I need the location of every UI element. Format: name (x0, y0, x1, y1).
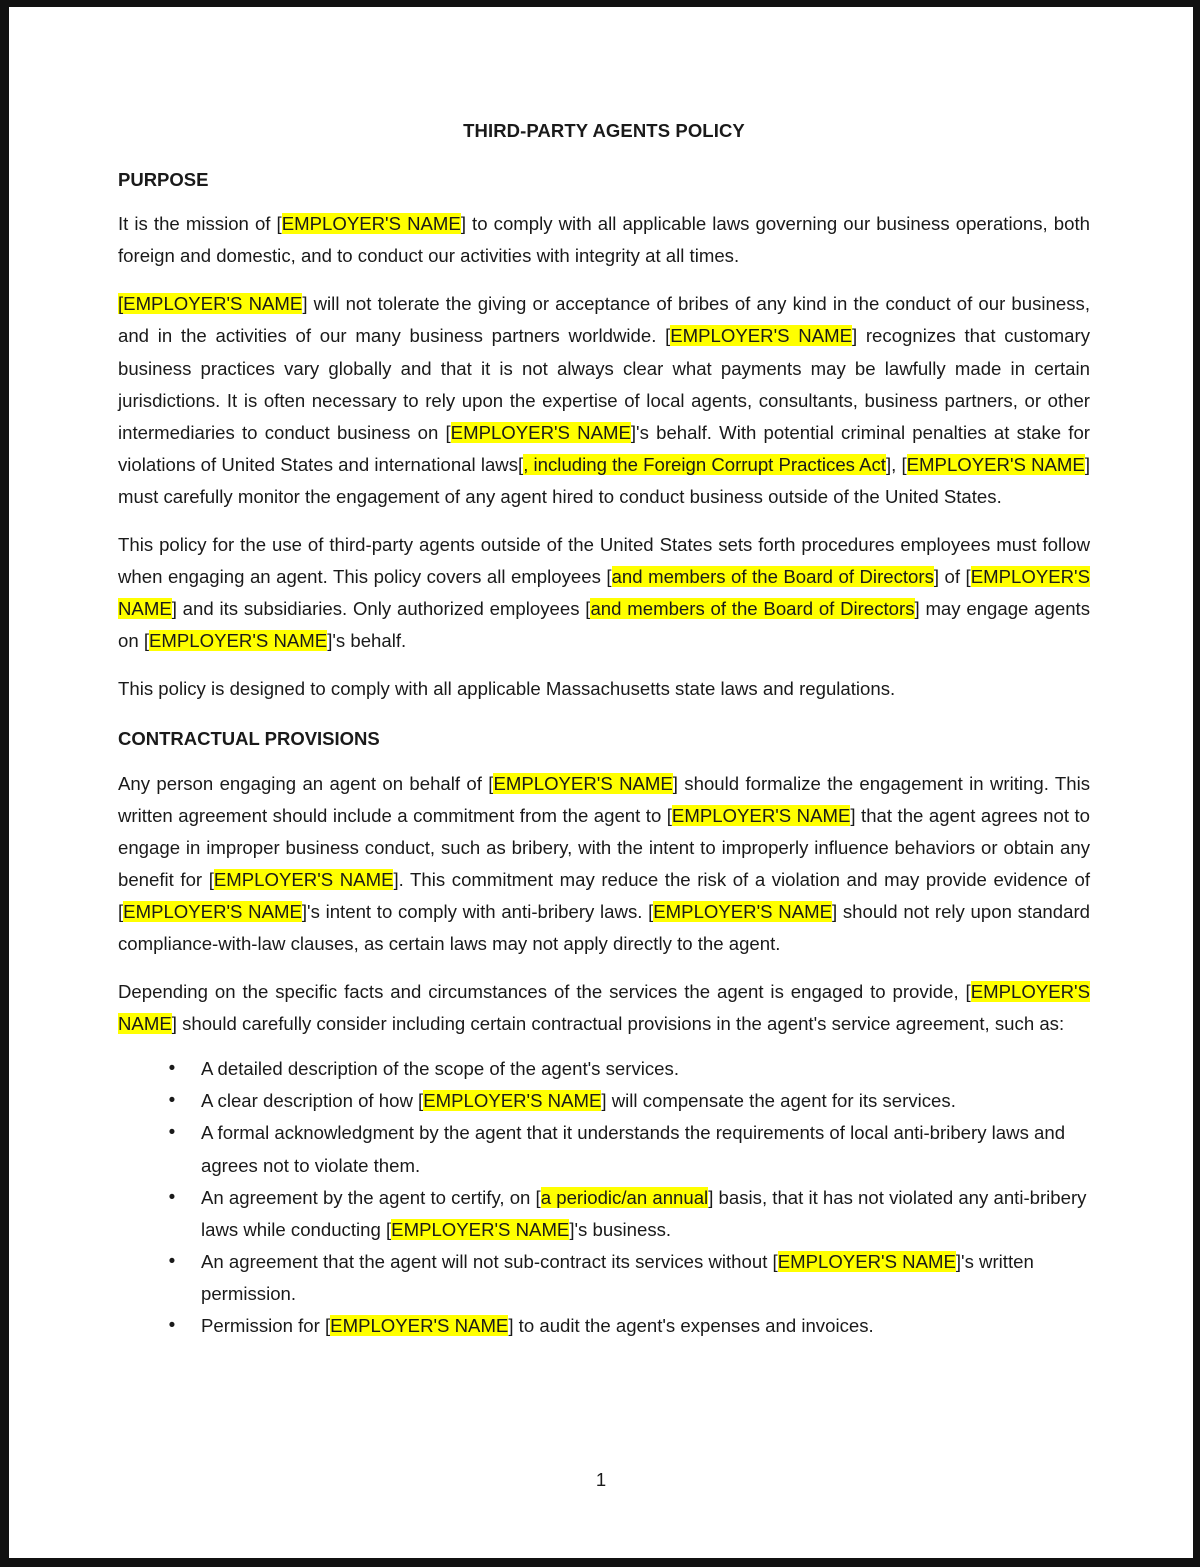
highlighted-placeholder: EMPLOYER'S NAME (653, 900, 832, 922)
list-item (118, 1182, 1090, 1246)
document-body (118, 7, 1090, 1342)
bullet-icon: • (168, 1315, 176, 1337)
highlighted-placeholder: EMPLOYER'S NAME (671, 804, 851, 826)
highlighted-placeholder: [EMPLOYER'S NAME (118, 293, 303, 315)
highlighted-placeholder: EMPLOYER'S NAME (391, 1218, 570, 1240)
bullet-icon: • (168, 1090, 176, 1112)
contractual-provisions-list (118, 1053, 1090, 1342)
highlighted-placeholder: EMPLOYER'S NAME (493, 772, 673, 794)
list-item-text: A clear description of how [EMPLOYER'S NAME] will compensate the agent for its services. (201, 1090, 956, 1112)
highlighted-placeholder: EMPLOYER'S NAME (906, 453, 1085, 475)
bullet-icon: • (168, 1186, 176, 1208)
list-item-text: A formal acknowledgment by the agent that it understands the requirements of local anti-bribery laws and agrees not to violate them. (201, 1122, 1066, 1176)
page-title: THIRD-PARTY AGENTS POLICY (463, 120, 745, 141)
page-number: 1 (595, 1469, 607, 1490)
paragraph: [EMPLOYER'S NAME] will not tolerate the giving or acceptance of bribes of any kind in the conduct of our business, and in the activities of our many business partners worldwide. [EMPLOYER'S NAME] recognizes that customary business practices vary globally and that it is not always clear what payments may be lawfully made in certain jurisdictions. It is often necessary to rely upon the expertise of local agents, consultants, business partners, or other intermediaries to conduct business on [EMPLOYER'S NAME]'s behalf. With potential criminal penalties at stake for violations of United States and international laws[, including the Foreign Corrupt Practices Act], [EMPLOYER'S NAME] must carefully monitor the engagement of any agent hired to conduct business outside of the United States. (118, 293, 1090, 507)
highlighted-placeholder: a periodic/an annual (540, 1186, 709, 1208)
highlighted-placeholder: EMPLOYER'S NAME (450, 421, 631, 443)
highlighted-placeholder: EMPLOYER'S NAME (330, 1315, 509, 1337)
paragraph: Any person engaging an agent on behalf of [EMPLOYER'S NAME] should formalize the engagement in writing. This written agreement should include a commitment from the agent to [EMPLOYER'S NAME] that the agent agrees not to engage in improper business conduct, such as bribery, with the intent to improperly influence behaviors or obtain any benefit for [EMPLOYER'S NAME]. This commitment may reduce the risk of a violation and may provide evidence of [EMPLOYER'S NAME]'s intent to comply with anti-bribery laws. [EMPLOYER'S NAME] should not rely upon standard compliance-with-law clauses, as certain laws may not apply directly to the agent. (118, 772, 1091, 954)
list-item-text: An agreement that the agent will not sub-contract its services without [EMPLOYER'S NAME]'s written permission. (201, 1250, 1034, 1304)
list-item-text: An agreement by the agent to certify, on [a periodic/an annual] basis, that it has not violated any anti-bribery laws while conducting [EMPLOYER'S NAME]'s business. (201, 1186, 1087, 1240)
bullet-icon: • (168, 1058, 176, 1080)
highlighted-placeholder: EMPLOYER'S NAME (213, 868, 394, 890)
highlighted-placeholder: EMPLOYER'S NAME (423, 1090, 602, 1112)
paragraph: This policy for the use of third-party agents outside of the United States sets forth procedures employees must follow when engaging an agent. This policy covers all employees [and members of the Board of Directors] of [EMPLOYER'S NAME] and its subsidiaries. Only authorized employees [and members of the Board of Directors] may engage agents on [EMPLOYER'S NAME]'s behalf. (118, 534, 1090, 652)
list-item-text: A detailed description of the scope of the agent's services. (201, 1058, 679, 1080)
highlighted-placeholder: EMPLOYER'S NAME (777, 1250, 956, 1272)
highlighted-placeholder: and members of the Board of Directors (590, 598, 915, 620)
bullet-icon: • (168, 1122, 176, 1144)
highlighted-placeholder: EMPLOYER'S NAME (149, 630, 328, 652)
highlighted-placeholder: EMPLOYER'S NAME (670, 325, 852, 347)
list-item-text: Permission for [EMPLOYER'S NAME] to audit the agent's expenses and invoices. (201, 1315, 874, 1337)
highlighted-placeholder: EMPLOYER'S NAME (281, 213, 461, 235)
list-item (118, 1117, 1090, 1181)
highlighted-placeholder: EMPLOYER'S NAME (118, 981, 1090, 1035)
paragraph: Depending on the specific facts and circumstances of the services the agent is engaged to provide, [EMPLOYER'S NAME] should carefully consider including certain contractual provisions in the agent's service agreement, such as: (118, 981, 1090, 1035)
bullet-icon: • (168, 1250, 176, 1272)
list-item (118, 1246, 1090, 1310)
highlighted-placeholder: , including the Foreign Corrupt Practices Act (523, 453, 886, 475)
highlighted-placeholder: and members of the Board of Directors (611, 566, 934, 588)
highlighted-placeholder: EMPLOYER'S NAME (123, 900, 302, 922)
list-item (118, 1085, 1090, 1117)
paragraph: It is the mission of [EMPLOYER'S NAME] to comply with all applicable laws governing our business operations, both foreign and domestic, and to conduct our activities with integrity at all times. (118, 213, 1090, 267)
section-heading-purpose: PURPOSE (118, 169, 209, 191)
section-heading-contractual-provisions: CONTRACTUAL PROVISIONS (118, 728, 380, 750)
document-page (9, 7, 1193, 1558)
paragraph: This policy is designed to comply with all applicable Massachusetts state laws and regulations. (118, 678, 896, 700)
highlighted-placeholder: EMPLOYER'S NAME (118, 566, 1090, 620)
list-item (118, 1310, 1090, 1342)
list-item (118, 1053, 1090, 1085)
